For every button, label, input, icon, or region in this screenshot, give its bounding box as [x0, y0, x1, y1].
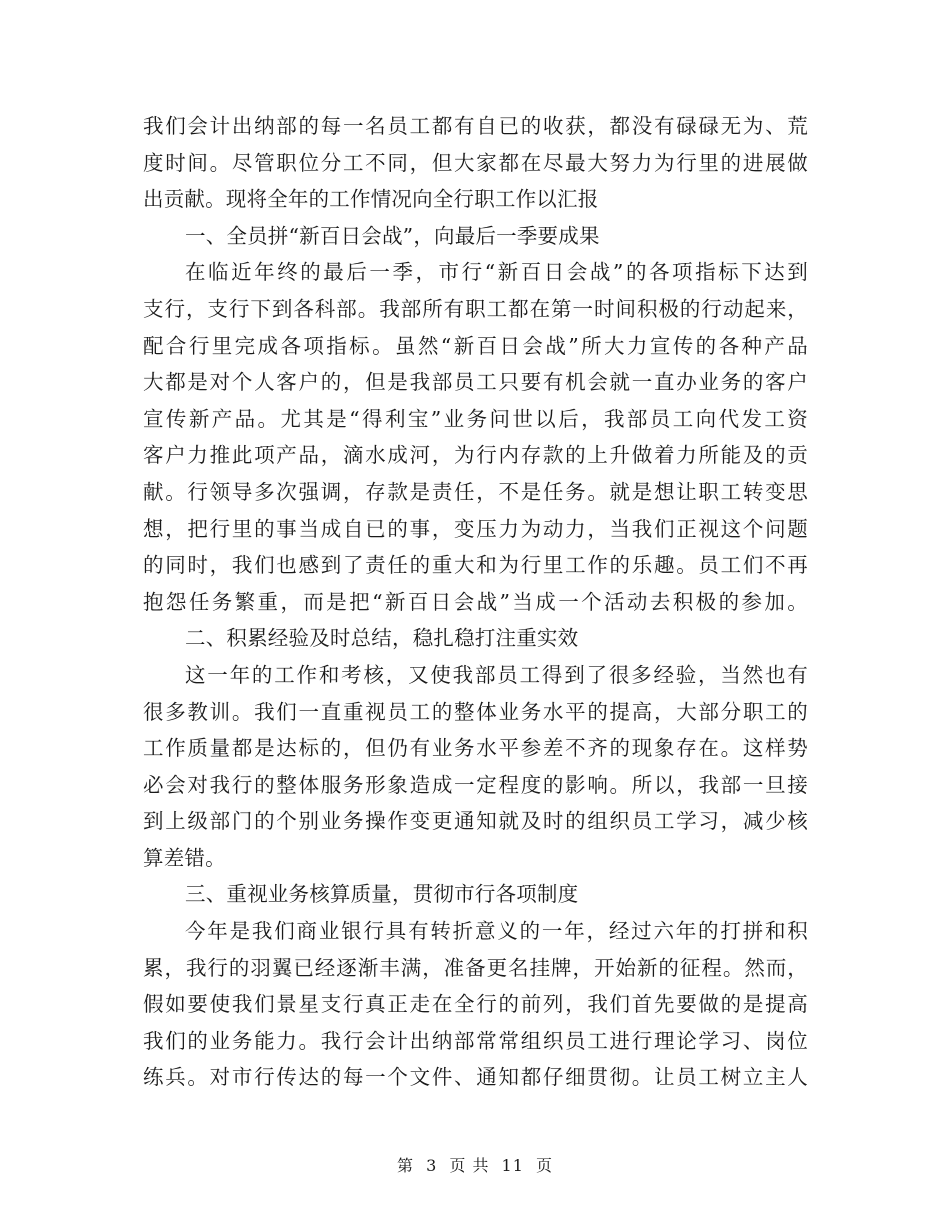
text-line: 一、全员拼“新百日会战”，向最后一季要成果 — [185, 223, 600, 248]
text-line: 度时间。尽管职位分工不同，但大家都在尽最大努力为行里的进展做 — [143, 150, 808, 175]
text-line: 献。行领导多次强调，存款是责任，不是任务。就是想让职工转变思 — [143, 479, 808, 504]
text-line: 我们会计出纳部的每一名员工都有自已的收获，都没有碌碌无为、荒 — [143, 114, 808, 138]
text-line: 工作质量都是达标的，但仍有业务水平参差不齐的现象存在。这样势 — [143, 736, 808, 761]
footer-middle: 页 共 — [449, 1156, 490, 1175]
text-line: 的同时，我们也感到了责任的重大和为行里工作的乐趣。员工们不再 — [143, 553, 808, 578]
text-line: 出贡献。现将全年的工作情况向全行职工作以汇报 — [143, 187, 599, 212]
text-line: 练兵。对市行传达的每一个文件、通知都仔细贯彻。让员工树立主人 — [143, 1065, 808, 1090]
text-line: 二、积累经验及时总结，稳扎稳打注重实效 — [185, 626, 579, 651]
page-footer — [0, 1153, 950, 1176]
text-line: 抱怨任务繁重，而是把“新百日会战”当成一个活动去积极的参加。 — [143, 589, 808, 614]
footer-prefix: 第 — [396, 1156, 414, 1175]
text-line: 我们的业务能力。我行会计出纳部常常组织员工进行理论学习、岗位 — [143, 1028, 808, 1053]
footer-total-pages: 11 — [501, 1156, 524, 1175]
text-line: 支行，支行下到各科部。我部所有职工都在第一时间积极的行动起来， — [143, 296, 808, 321]
text-line: 这一年的工作和考核，又使我部员工得到了很多经验，当然也有 — [185, 662, 808, 687]
text-line: 想，把行里的事当成自已的事，变压力为动力，当我们正视这个问题 — [143, 516, 808, 541]
text-line: 到上级部门的个别业务操作变更通知就及时的组织员工学习，减少核 — [143, 809, 808, 834]
text-line: 三、重视业务核算质量，贯彻市行各项制度 — [185, 882, 579, 907]
text-line: 累，我行的羽翼已经逐渐丰满，准备更名挂牌，开始新的征程。然而， — [143, 955, 808, 980]
text-line: 假如要使我们景星支行真正走在全行的前列，我们首先要做的是提高 — [143, 992, 808, 1017]
text-line: 配合行里完成各项指标。虽然“新百日会战”所大力宣传的各种产品 — [143, 333, 808, 358]
text-line: 算差错。 — [143, 845, 226, 870]
text-line: 必会对我行的整体服务形象造成一定程度的影响。所以，我部一旦接 — [143, 772, 808, 797]
footer-current-page: 3 — [426, 1156, 438, 1175]
text-line: 很多教训。我们一直重视员工的整体业务水平的提高，大部分职工的 — [143, 699, 808, 724]
text-line: 宣传新产品。尤其是“得利宝”业务问世以后，我部员工向代发工资 — [143, 406, 808, 431]
text-line: 在临近年终的最后一季，市行“新百日会战”的各项指标下达到 — [185, 260, 808, 285]
text-line: 今年是我们商业银行具有转折意义的一年，经过六年的打拼和积 — [185, 919, 808, 944]
footer-suffix: 页 — [536, 1156, 554, 1175]
text-line: 客户力推此项产品，滴水成河，为行内存款的上升做着力所能及的贡 — [143, 443, 808, 468]
text-line: 大都是对个人客户的，但是我部员工只要有机会就一直办业务的客户 — [143, 370, 808, 395]
document-body — [143, 108, 808, 1096]
